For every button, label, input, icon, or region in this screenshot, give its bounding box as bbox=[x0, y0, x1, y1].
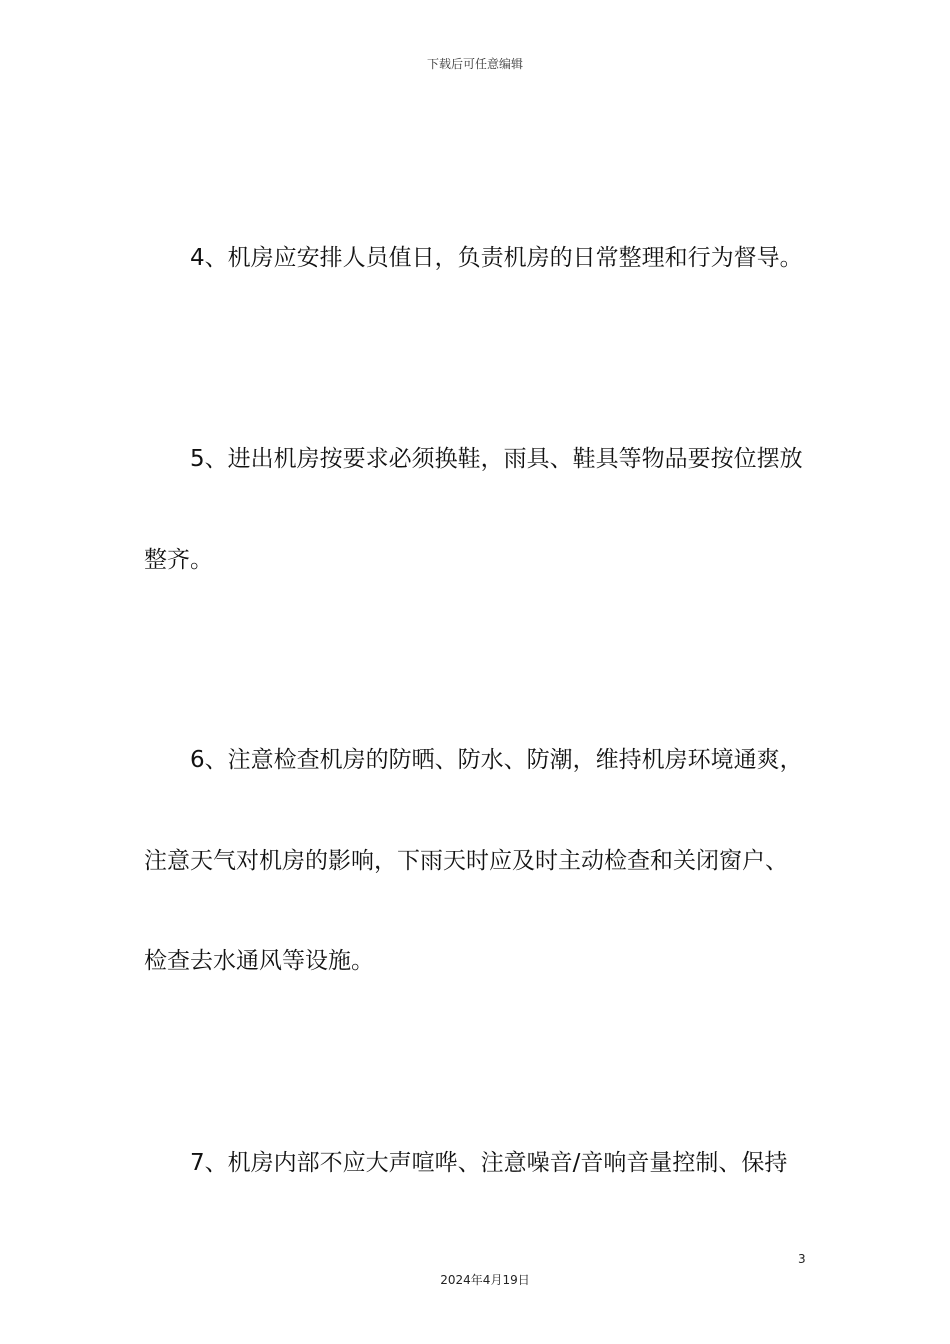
item-5-line-2: 整齐。 bbox=[144, 547, 213, 573]
item-4-line-1: 4、机房应安排人员值日，负责机房的日常整理和行为督导。 bbox=[190, 245, 803, 271]
item-6-line-2: 注意天气对机房的影响，下雨天时应及时主动检查和关闭窗户、 bbox=[144, 848, 788, 874]
item-6-line-3: 检查去水通风等设施。 bbox=[144, 948, 374, 974]
header-note: 下载后可任意编辑 bbox=[426, 57, 523, 71]
item-6-line-1: 6、注意检查机房的防晒、防水、防潮，维持机房环境通爽， bbox=[190, 747, 803, 773]
item-5-line-1: 5、进出机房按要求必须换鞋，雨具、鞋具等物品要按位摆放 bbox=[190, 446, 803, 472]
item-7-line-1: 7、机房内部不应大声喧哗、注意噪音/音响音量控制、保持 bbox=[190, 1150, 788, 1176]
page-number: 3 bbox=[798, 1252, 806, 1266]
footer-date: 2024年4月19日 bbox=[440, 1273, 530, 1287]
